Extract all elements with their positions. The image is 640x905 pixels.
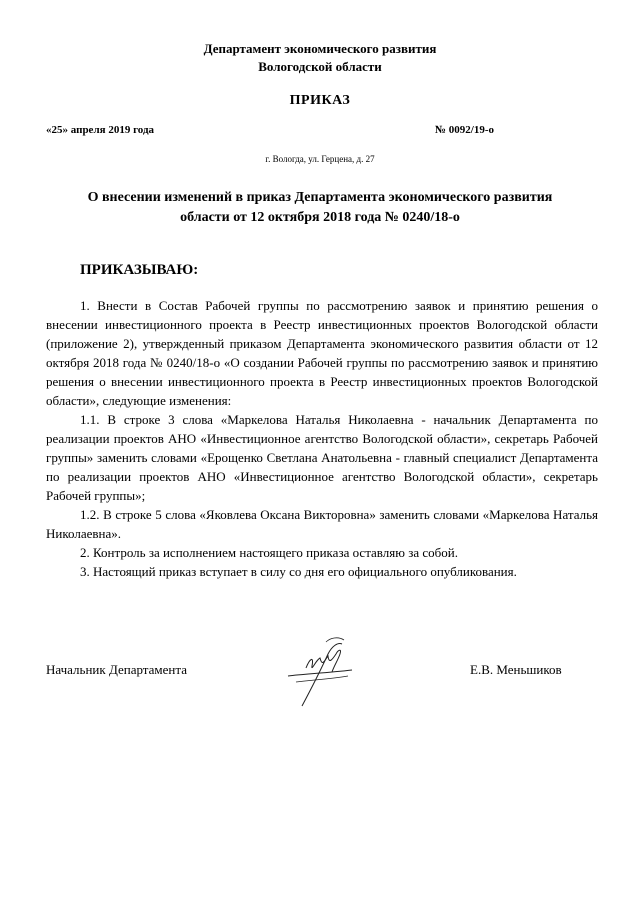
paragraph-1-2: 1.2. В строке 5 слова «Яковлева Оксана Викторовна» заменить словами «Маркелова Наталья Николаевна». — [46, 507, 598, 541]
org-line-2: Вологодской области — [258, 59, 382, 74]
document-subject — [60, 188, 580, 228]
signatory-name: Е.В. Меньшиков — [470, 662, 562, 677]
document-body — [46, 296, 598, 581]
subject-line-2: области от 12 октября 2018 года № 0240/18-о — [180, 210, 460, 225]
paragraph-1: 1. Внести в Состав Рабочей группы по рассмотрению заявок и принятию решения о внесении инвестиционного проекта в Реестр инвестиционных проектов Вологодской области (приложение 2), утвержденный приказом Департамента экономического развития области от 12 октября 2018 года № 0240/18-о «О создании Рабочей группы по рассмотрению заявок и принятию решения о внесении инвестиционного проекта в Реестр инвестиционных проектов Вологодской области», следующие изменения: — [46, 298, 598, 408]
subject-line-1: О внесении изменений в приказ Департамента экономического развития — [87, 190, 553, 205]
document-address: г. Вологда, ул. Герцена, д. 27 — [265, 154, 375, 164]
paragraph-3: 3. Настоящий приказ вступает в силу со дня его официального опубликования. — [80, 564, 517, 579]
document-number: № 0092/19-о — [435, 124, 495, 136]
handwritten-signature — [282, 636, 362, 708]
document-type: ПРИКАЗ — [289, 93, 351, 108]
signatory-position: Начальник Департамента — [46, 662, 187, 677]
org-line-1: Департамент экономического развития — [203, 41, 437, 56]
order-word: ПРИКАЗЫВАЮ: — [80, 262, 199, 278]
organization-name — [40, 40, 600, 76]
paragraph-2: 2. Контроль за исполнением настоящего приказа оставляю за собой. — [80, 545, 458, 560]
paragraph-1-1: 1.1. В строке 3 слова «Маркелова Наталья Николаевна - начальник Департамента по реализации проектов АНО «Инвестиционное агентство Вологодской области», секретарь Рабочей группы» заменить словами «Ерощенко Светлана Анатольевна - главный специалист Департамента по реализации проектов АНО «Инвестиционное агентство Вологодской области», секретарь Рабочей группы»; — [46, 412, 598, 503]
document-date: «25» апреля 2019 года — [46, 124, 155, 136]
